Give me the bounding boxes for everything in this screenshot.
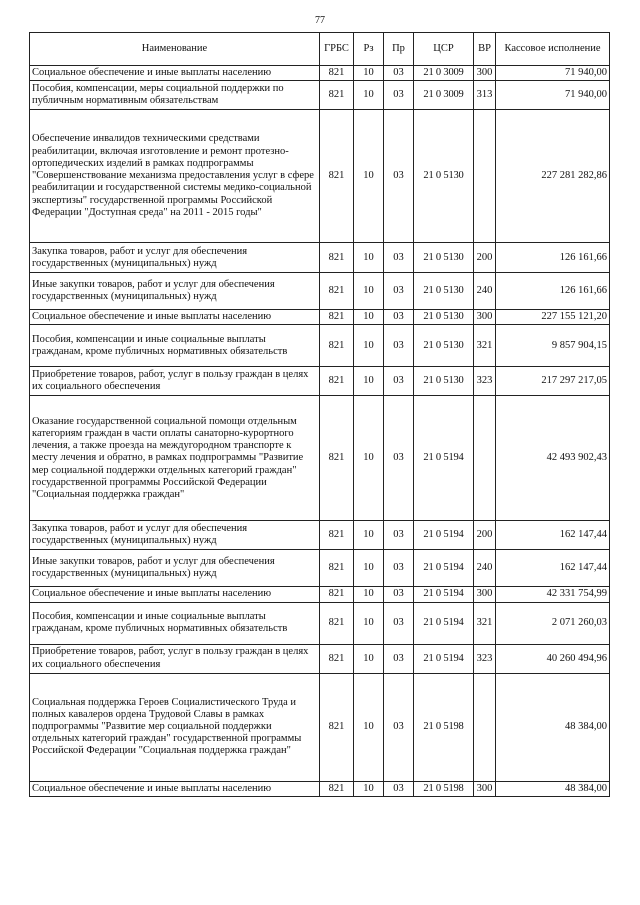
cell-csr: 21 0 3009 (414, 81, 474, 110)
cell-name: Закупка товаров, работ и услуг для обеспечения государственных (муниципальных) нужд (30, 521, 320, 550)
table-body (30, 66, 610, 797)
cell-vr: 321 (474, 602, 496, 644)
cell-pr: 03 (384, 325, 414, 367)
cell-csr: 21 0 5130 (414, 367, 474, 396)
cell-vr (474, 396, 496, 521)
cell-csr: 21 0 5194 (414, 521, 474, 550)
cell-pr: 03 (384, 66, 414, 81)
table-row (30, 396, 610, 521)
cell-csr: 21 0 5130 (414, 310, 474, 325)
table-row (30, 673, 610, 781)
cell-csr: 21 0 5194 (414, 550, 474, 587)
cell-name: Оказание государственной социальной помощи отдельным категориям граждан в части оплаты санаторно-курортного лечения, а также проезда на междугородном транспорте к месту лечения и обратно, в рамках подпрограммы "Развитие мер социальной поддержки отдельных категорий граждан" государственной программы Российской Федерации "Социальная поддержка граждан" (30, 396, 320, 521)
cell-name: Социальное обеспечение и иные выплаты населению (30, 66, 320, 81)
cell-amount: 227 155 121,20 (496, 310, 610, 325)
cell-grbs: 821 (320, 781, 354, 796)
cell-pr: 03 (384, 81, 414, 110)
table-row (30, 587, 610, 602)
cell-pr: 03 (384, 673, 414, 781)
cell-amount: 42 331 754,99 (496, 587, 610, 602)
header-csr: ЦСР (414, 33, 474, 66)
cell-grbs: 821 (320, 396, 354, 521)
cell-name: Иные закупки товаров, работ и услуг для обеспечения государственных (муниципальных) нужд (30, 273, 320, 310)
cell-pr: 03 (384, 587, 414, 602)
cell-amount: 42 493 902,43 (496, 396, 610, 521)
cell-rz: 10 (354, 273, 384, 310)
table-row (30, 110, 610, 243)
header-name: Наименование (30, 33, 320, 66)
cell-amount: 9 857 904,15 (496, 325, 610, 367)
cell-rz: 10 (354, 602, 384, 644)
table-row (30, 781, 610, 796)
cell-vr: 323 (474, 644, 496, 673)
cell-rz: 10 (354, 644, 384, 673)
cell-grbs: 821 (320, 673, 354, 781)
cell-name: Пособия, компенсации и иные социальные выплаты гражданам, кроме публичных нормативных обязательств (30, 602, 320, 644)
cell-vr (474, 673, 496, 781)
cell-amount: 48 384,00 (496, 781, 610, 796)
cell-csr: 21 0 5130 (414, 243, 474, 273)
table-row (30, 644, 610, 673)
cell-vr: 300 (474, 66, 496, 81)
cell-grbs: 821 (320, 243, 354, 273)
cell-name: Социальное обеспечение и иные выплаты населению (30, 310, 320, 325)
cell-pr: 03 (384, 110, 414, 243)
table-row (30, 243, 610, 273)
header-pr: Пр (384, 33, 414, 66)
cell-name: Обеспечение инвалидов техническими средствами реабилитации, включая изготовление и ремонт протезно-ортопедических изделий в рамках подпрограммы "Совершенствование механизма предоставления услуг в сфере реабилитации и государственной системы медико-социальной экспертизы" государственной программы Российской Федерации "Доступная среда" на 2011 - 2015 годы" (30, 110, 320, 243)
cell-pr: 03 (384, 273, 414, 310)
cell-rz: 10 (354, 587, 384, 602)
cell-vr: 300 (474, 310, 496, 325)
header-amount: Кассовое исполнение (496, 33, 610, 66)
budget-execution-table (29, 32, 610, 797)
cell-vr (474, 110, 496, 243)
cell-name: Пособия, компенсации и иные социальные выплаты гражданам, кроме публичных нормативных обязательств (30, 325, 320, 367)
cell-grbs: 821 (320, 602, 354, 644)
table-row (30, 521, 610, 550)
cell-csr: 21 0 5198 (414, 781, 474, 796)
cell-pr: 03 (384, 367, 414, 396)
cell-rz: 10 (354, 550, 384, 587)
cell-vr: 323 (474, 367, 496, 396)
cell-amount: 71 940,00 (496, 81, 610, 110)
cell-grbs: 821 (320, 367, 354, 396)
cell-rz: 10 (354, 673, 384, 781)
cell-pr: 03 (384, 243, 414, 273)
cell-csr: 21 0 5194 (414, 644, 474, 673)
cell-name: Социальное обеспечение и иные выплаты населению (30, 587, 320, 602)
cell-name: Приобретение товаров, работ, услуг в пользу граждан в целях их социального обеспечения (30, 644, 320, 673)
cell-vr: 321 (474, 325, 496, 367)
cell-amount: 48 384,00 (496, 673, 610, 781)
cell-name: Иные закупки товаров, работ и услуг для обеспечения государственных (муниципальных) нужд (30, 550, 320, 587)
cell-grbs: 821 (320, 310, 354, 325)
cell-rz: 10 (354, 325, 384, 367)
cell-csr: 21 0 5130 (414, 110, 474, 243)
cell-amount: 71 940,00 (496, 66, 610, 81)
cell-amount: 40 260 494,96 (496, 644, 610, 673)
cell-amount: 126 161,66 (496, 243, 610, 273)
table-row (30, 310, 610, 325)
cell-csr: 21 0 5194 (414, 602, 474, 644)
table-row (30, 81, 610, 110)
cell-csr: 21 0 5198 (414, 673, 474, 781)
cell-grbs: 821 (320, 273, 354, 310)
cell-vr: 200 (474, 243, 496, 273)
table-header-row (30, 33, 610, 66)
cell-rz: 10 (354, 243, 384, 273)
cell-grbs: 821 (320, 587, 354, 602)
cell-pr: 03 (384, 310, 414, 325)
cell-rz: 10 (354, 781, 384, 796)
cell-pr: 03 (384, 644, 414, 673)
cell-csr: 21 0 5130 (414, 325, 474, 367)
cell-name: Пособия, компенсации, меры социальной поддержки по публичным нормативным обязательствам (30, 81, 320, 110)
table-row (30, 602, 610, 644)
cell-rz: 10 (354, 310, 384, 325)
header-rz: Рз (354, 33, 384, 66)
header-grbs: ГРБС (320, 33, 354, 66)
cell-amount: 162 147,44 (496, 550, 610, 587)
cell-rz: 10 (354, 367, 384, 396)
table-row (30, 550, 610, 587)
table-row (30, 66, 610, 81)
cell-grbs: 821 (320, 644, 354, 673)
cell-pr: 03 (384, 602, 414, 644)
cell-amount: 2 071 260,03 (496, 602, 610, 644)
cell-name: Приобретение товаров, работ, услуг в пользу граждан в целях их социального обеспечения (30, 367, 320, 396)
cell-pr: 03 (384, 781, 414, 796)
cell-grbs: 821 (320, 325, 354, 367)
cell-amount: 162 147,44 (496, 521, 610, 550)
cell-csr: 21 0 5194 (414, 396, 474, 521)
cell-vr: 300 (474, 587, 496, 602)
cell-name: Закупка товаров, работ и услуг для обеспечения государственных (муниципальных) нужд (30, 243, 320, 273)
cell-grbs: 821 (320, 521, 354, 550)
cell-vr: 300 (474, 781, 496, 796)
cell-vr: 200 (474, 521, 496, 550)
cell-vr: 240 (474, 550, 496, 587)
header-vr: ВР (474, 33, 496, 66)
cell-grbs: 821 (320, 81, 354, 110)
cell-csr: 21 0 5130 (414, 273, 474, 310)
cell-rz: 10 (354, 521, 384, 550)
cell-amount: 217 297 217,05 (496, 367, 610, 396)
table-row (30, 367, 610, 396)
cell-rz: 10 (354, 396, 384, 521)
cell-rz: 10 (354, 110, 384, 243)
cell-vr: 240 (474, 273, 496, 310)
cell-name: Социальная поддержка Героев Социалистического Труда и полных кавалеров ордена Трудовой Славы в рамках подпрограммы "Развитие мер социальной поддержки отдельных категорий граждан" государственной программы Российской Федерации "Социальная поддержка граждан" (30, 673, 320, 781)
cell-grbs: 821 (320, 110, 354, 243)
cell-pr: 03 (384, 521, 414, 550)
cell-amount: 227 281 282,86 (496, 110, 610, 243)
cell-grbs: 821 (320, 66, 354, 81)
cell-pr: 03 (384, 396, 414, 521)
cell-name: Социальное обеспечение и иные выплаты населению (30, 781, 320, 796)
cell-grbs: 821 (320, 550, 354, 587)
cell-csr: 21 0 3009 (414, 66, 474, 81)
page-number: 77 (315, 15, 325, 26)
cell-rz: 10 (354, 81, 384, 110)
cell-vr: 313 (474, 81, 496, 110)
cell-amount: 126 161,66 (496, 273, 610, 310)
cell-pr: 03 (384, 550, 414, 587)
cell-rz: 10 (354, 66, 384, 81)
table-row (30, 325, 610, 367)
table-row (30, 273, 610, 310)
cell-csr: 21 0 5194 (414, 587, 474, 602)
